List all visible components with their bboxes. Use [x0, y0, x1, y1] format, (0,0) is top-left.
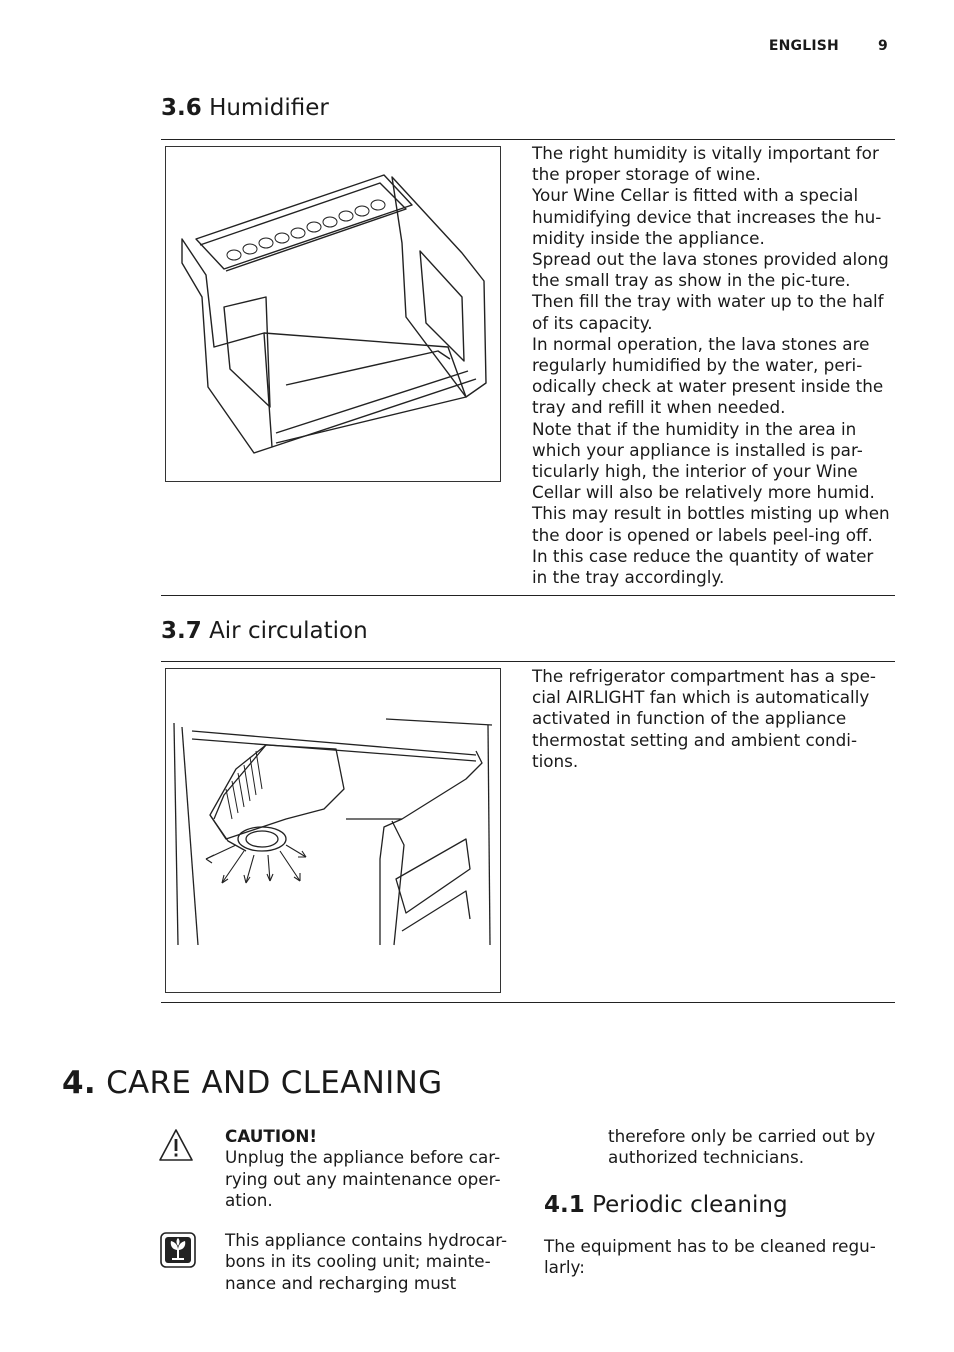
page-header [769, 38, 888, 54]
section-heading-air-circulation [161, 618, 368, 644]
hydrocarbon-text: This appliance contains hydrocar-bons in its cooling unit; mainte-nance and recharging must [225, 1230, 508, 1293]
humidifier-illustration [165, 146, 501, 482]
chapter-heading [62, 1065, 442, 1101]
humidifier-paragraph: Note that if the humidity in the area in which your appliance is installed is par-ticularly high, the interior of your Wine Cellar will also be relatively more humid. This may result in bottles misting up when the door is opened or labels peel-ing off. In this case reduce the quantity of water in the tray accordingly. [532, 418, 890, 588]
caution-title: CAUTION! [225, 1126, 318, 1146]
air-circulation-description [532, 666, 892, 772]
section-title: Air circulation [209, 618, 368, 644]
page-number: 9 [878, 38, 888, 54]
section-number: 3.7 [161, 618, 202, 644]
section-heading-humidifier [161, 95, 329, 121]
air-circulation-paragraph: The refrigerator compartment has a spe-cial AIRLIGHT fan which is automatically activated in function of the appliance thermostat setting and ambient condi-tions. [532, 666, 876, 771]
humidifier-description [532, 143, 892, 588]
section-title: Humidifier [209, 95, 329, 121]
periodic-cleaning-paragraph: The equipment has to be cleaned regu-larly: [544, 1236, 876, 1278]
periodic-cleaning-text [544, 1236, 889, 1279]
section-rule-bottom [161, 1002, 895, 1003]
humidifier-paragraph: Spread out the lava stones provided along the small tray as show in the pic-ture. Then fill the tray with water up to the half of its capacity. [532, 249, 889, 333]
continued-text: therefore only be carried out by authorized technicians. [608, 1126, 876, 1168]
section-title: Periodic cleaning [592, 1192, 788, 1218]
air-circulation-illustration [165, 668, 501, 993]
humidifier-paragraph: The right humidity is vitally important for the proper storage of wine. [532, 143, 879, 185]
header-language: ENGLISH [768, 38, 839, 54]
section-heading-periodic-cleaning [544, 1192, 788, 1218]
continued-notice [608, 1126, 893, 1169]
section-rule-top [161, 139, 895, 140]
humidifier-paragraph: Your Wine Cellar is fitted with a special humidifying device that increases the hu-midity inside the appliance. [532, 185, 882, 248]
section-rule-top [161, 661, 895, 662]
chapter-title: CARE AND CLEANING [106, 1065, 443, 1101]
airlight-fan-drawing [166, 669, 500, 992]
hydrocarbon-notice [225, 1230, 525, 1294]
caution-block [225, 1126, 525, 1212]
section-number: 4.1 [544, 1192, 585, 1218]
caution-text: Unplug the appliance before car-rying out any maintenance oper-ation. [225, 1147, 501, 1211]
section-number: 3.6 [161, 95, 202, 121]
warning-triangle-icon [158, 1127, 194, 1163]
section-rule-bottom [161, 595, 895, 596]
humidifier-tray-drawing [166, 147, 500, 481]
chapter-number: 4. [62, 1065, 96, 1101]
humidifier-paragraph: In normal operation, the lava stones are regularly humidified by the water, peri-odically check at water present inside the tray and refill it when needed. [532, 333, 884, 418]
recycling-plant-icon [160, 1232, 196, 1268]
